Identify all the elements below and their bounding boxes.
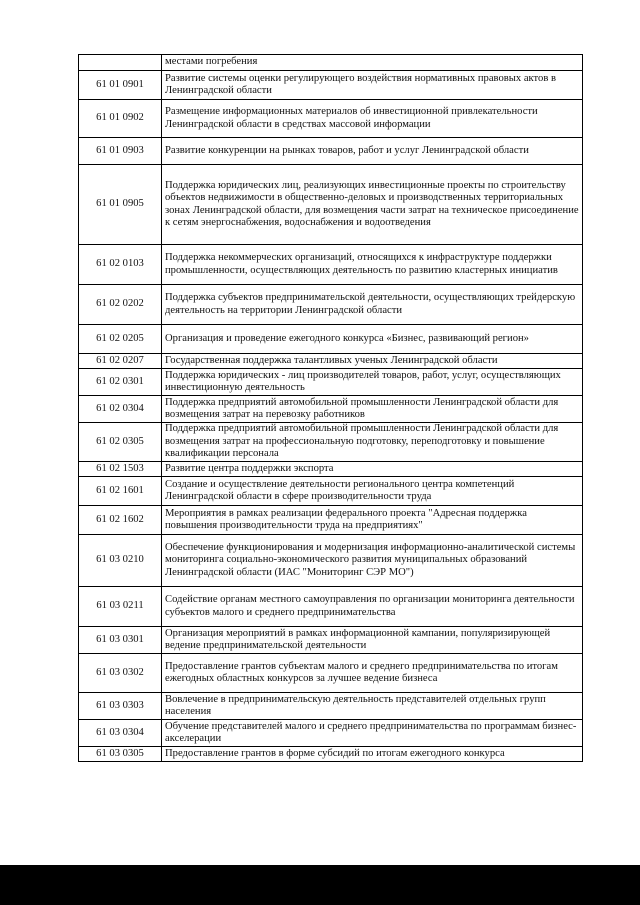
row-description: Создание и осуществление деятельности регионального центра компетенций Ленинградской области в сфере производительности труда [162, 477, 583, 506]
table-row [79, 165, 583, 245]
row-description: Организация мероприятий в рамках информационной кампании, популяризирующей ведение предпринимательской деятельности [162, 627, 583, 654]
table-row [79, 369, 583, 396]
row-code: 61 01 0903 [79, 138, 162, 165]
table-row [79, 693, 583, 720]
row-description: Поддержка предприятий автомобильной промышленности Ленинградской области для возмещения затрат на профессиональную подготовку, переподготовку и повышение квалификации персонала [162, 423, 583, 462]
row-code: 61 02 0202 [79, 285, 162, 325]
row-description: Предоставление грантов субъектам малого и среднего предпринимательства по итогам ежегодных областных конкурсов за лучшее ведение бизнеса [162, 654, 583, 693]
table-row [79, 354, 583, 369]
table-row [79, 55, 583, 71]
row-code [79, 55, 162, 71]
row-code: 61 01 0901 [79, 71, 162, 100]
row-code: 61 02 0305 [79, 423, 162, 462]
row-code: 61 03 0301 [79, 627, 162, 654]
row-description: Развитие центра поддержки экспорта [162, 462, 583, 477]
row-description: Развитие конкуренции на рынках товаров, работ и услуг Ленинградской области [162, 138, 583, 165]
table-row [79, 587, 583, 627]
table-row [79, 285, 583, 325]
row-code: 61 01 0905 [79, 165, 162, 245]
row-code: 61 02 0205 [79, 325, 162, 354]
row-code: 61 02 0207 [79, 354, 162, 369]
table-row [79, 747, 583, 762]
row-code: 61 02 0304 [79, 396, 162, 423]
row-code: 61 03 0304 [79, 720, 162, 747]
row-description: Предоставление грантов в форме субсидий по итогам ежегодного конкурса [162, 747, 583, 762]
row-description: Поддержка предприятий автомобильной промышленности Ленинградской области для возмещения затрат на перевозку работников [162, 396, 583, 423]
row-code: 61 02 0301 [79, 369, 162, 396]
table-row [79, 477, 583, 506]
row-code: 61 02 0103 [79, 245, 162, 285]
row-code: 61 02 1602 [79, 506, 162, 535]
row-description: Поддержка юридических лиц, реализующих инвестиционные проекты по строительству объектов недвижимости в общественно-деловых и производственных территориальных зонах Ленинградской области, для возмещения части затрат на техническое присоединение к сетям энергоснабжения, водоснабжения и водоотведения [162, 165, 583, 245]
table-row [79, 720, 583, 747]
row-code: 61 03 0211 [79, 587, 162, 627]
row-code: 61 03 0303 [79, 693, 162, 720]
table-row [79, 535, 583, 587]
scan-bottom-border [0, 865, 640, 905]
table-row [79, 396, 583, 423]
table-row [79, 506, 583, 535]
table-row [79, 325, 583, 354]
row-description: Организация и проведение ежегодного конкурса «Бизнес, развивающий регион» [162, 325, 583, 354]
row-code: 61 02 1503 [79, 462, 162, 477]
row-code: 61 02 1601 [79, 477, 162, 506]
row-code: 61 03 0305 [79, 747, 162, 762]
row-description: Обучение представителей малого и среднего предпринимательства по программам бизнес-акселерации [162, 720, 583, 747]
row-description: Поддержка юридических - лиц производителей товаров, работ, услуг, осуществляющих инвестиционную деятельность [162, 369, 583, 396]
table-row [79, 245, 583, 285]
row-description: местами погребения [162, 55, 583, 71]
table-body [79, 55, 583, 762]
row-code: 61 03 0210 [79, 535, 162, 587]
row-code: 61 01 0902 [79, 100, 162, 138]
row-description: Содействие органам местного самоуправления по организации мониторинга деятельности субъектов малого и среднего предпринимательства [162, 587, 583, 627]
row-description: Мероприятия в рамках реализации федерального проекта "Адресная поддержка повышения производительности труда на предприятиях" [162, 506, 583, 535]
row-description: Поддержка субъектов предпринимательской деятельности, осуществляющих трейдерскую деятельность на территории Ленинградской области [162, 285, 583, 325]
table-row [79, 462, 583, 477]
table-row [79, 627, 583, 654]
row-description: Государственная поддержка талантливых ученых Ленинградской области [162, 354, 583, 369]
table-row [79, 71, 583, 100]
row-description: Обеспечение функционирования и модернизация информационно-аналитической системы мониторинга социально-экономического развития муниципальных образований Ленинградской области (ИАС "Мониторинг СЭР МО") [162, 535, 583, 587]
row-description: Развитие системы оценки регулирующего воздействия нормативных правовых актов в Ленинградской области [162, 71, 583, 100]
row-description: Вовлечение в предпринимательскую деятельность представителей отдельных групп населения [162, 693, 583, 720]
budget-code-table [78, 54, 583, 762]
table-row [79, 654, 583, 693]
row-description: Поддержка некоммерческих организаций, относящихся к инфраструктуре поддержки промышленности, осуществляющих деятельность по развитию кластерных инициатив [162, 245, 583, 285]
table-row [79, 423, 583, 462]
table-row [79, 138, 583, 165]
row-description: Размещение информационных материалов об инвестиционной привлекательности Ленинградской области в средствах массовой информации [162, 100, 583, 138]
row-code: 61 03 0302 [79, 654, 162, 693]
table-row [79, 100, 583, 138]
